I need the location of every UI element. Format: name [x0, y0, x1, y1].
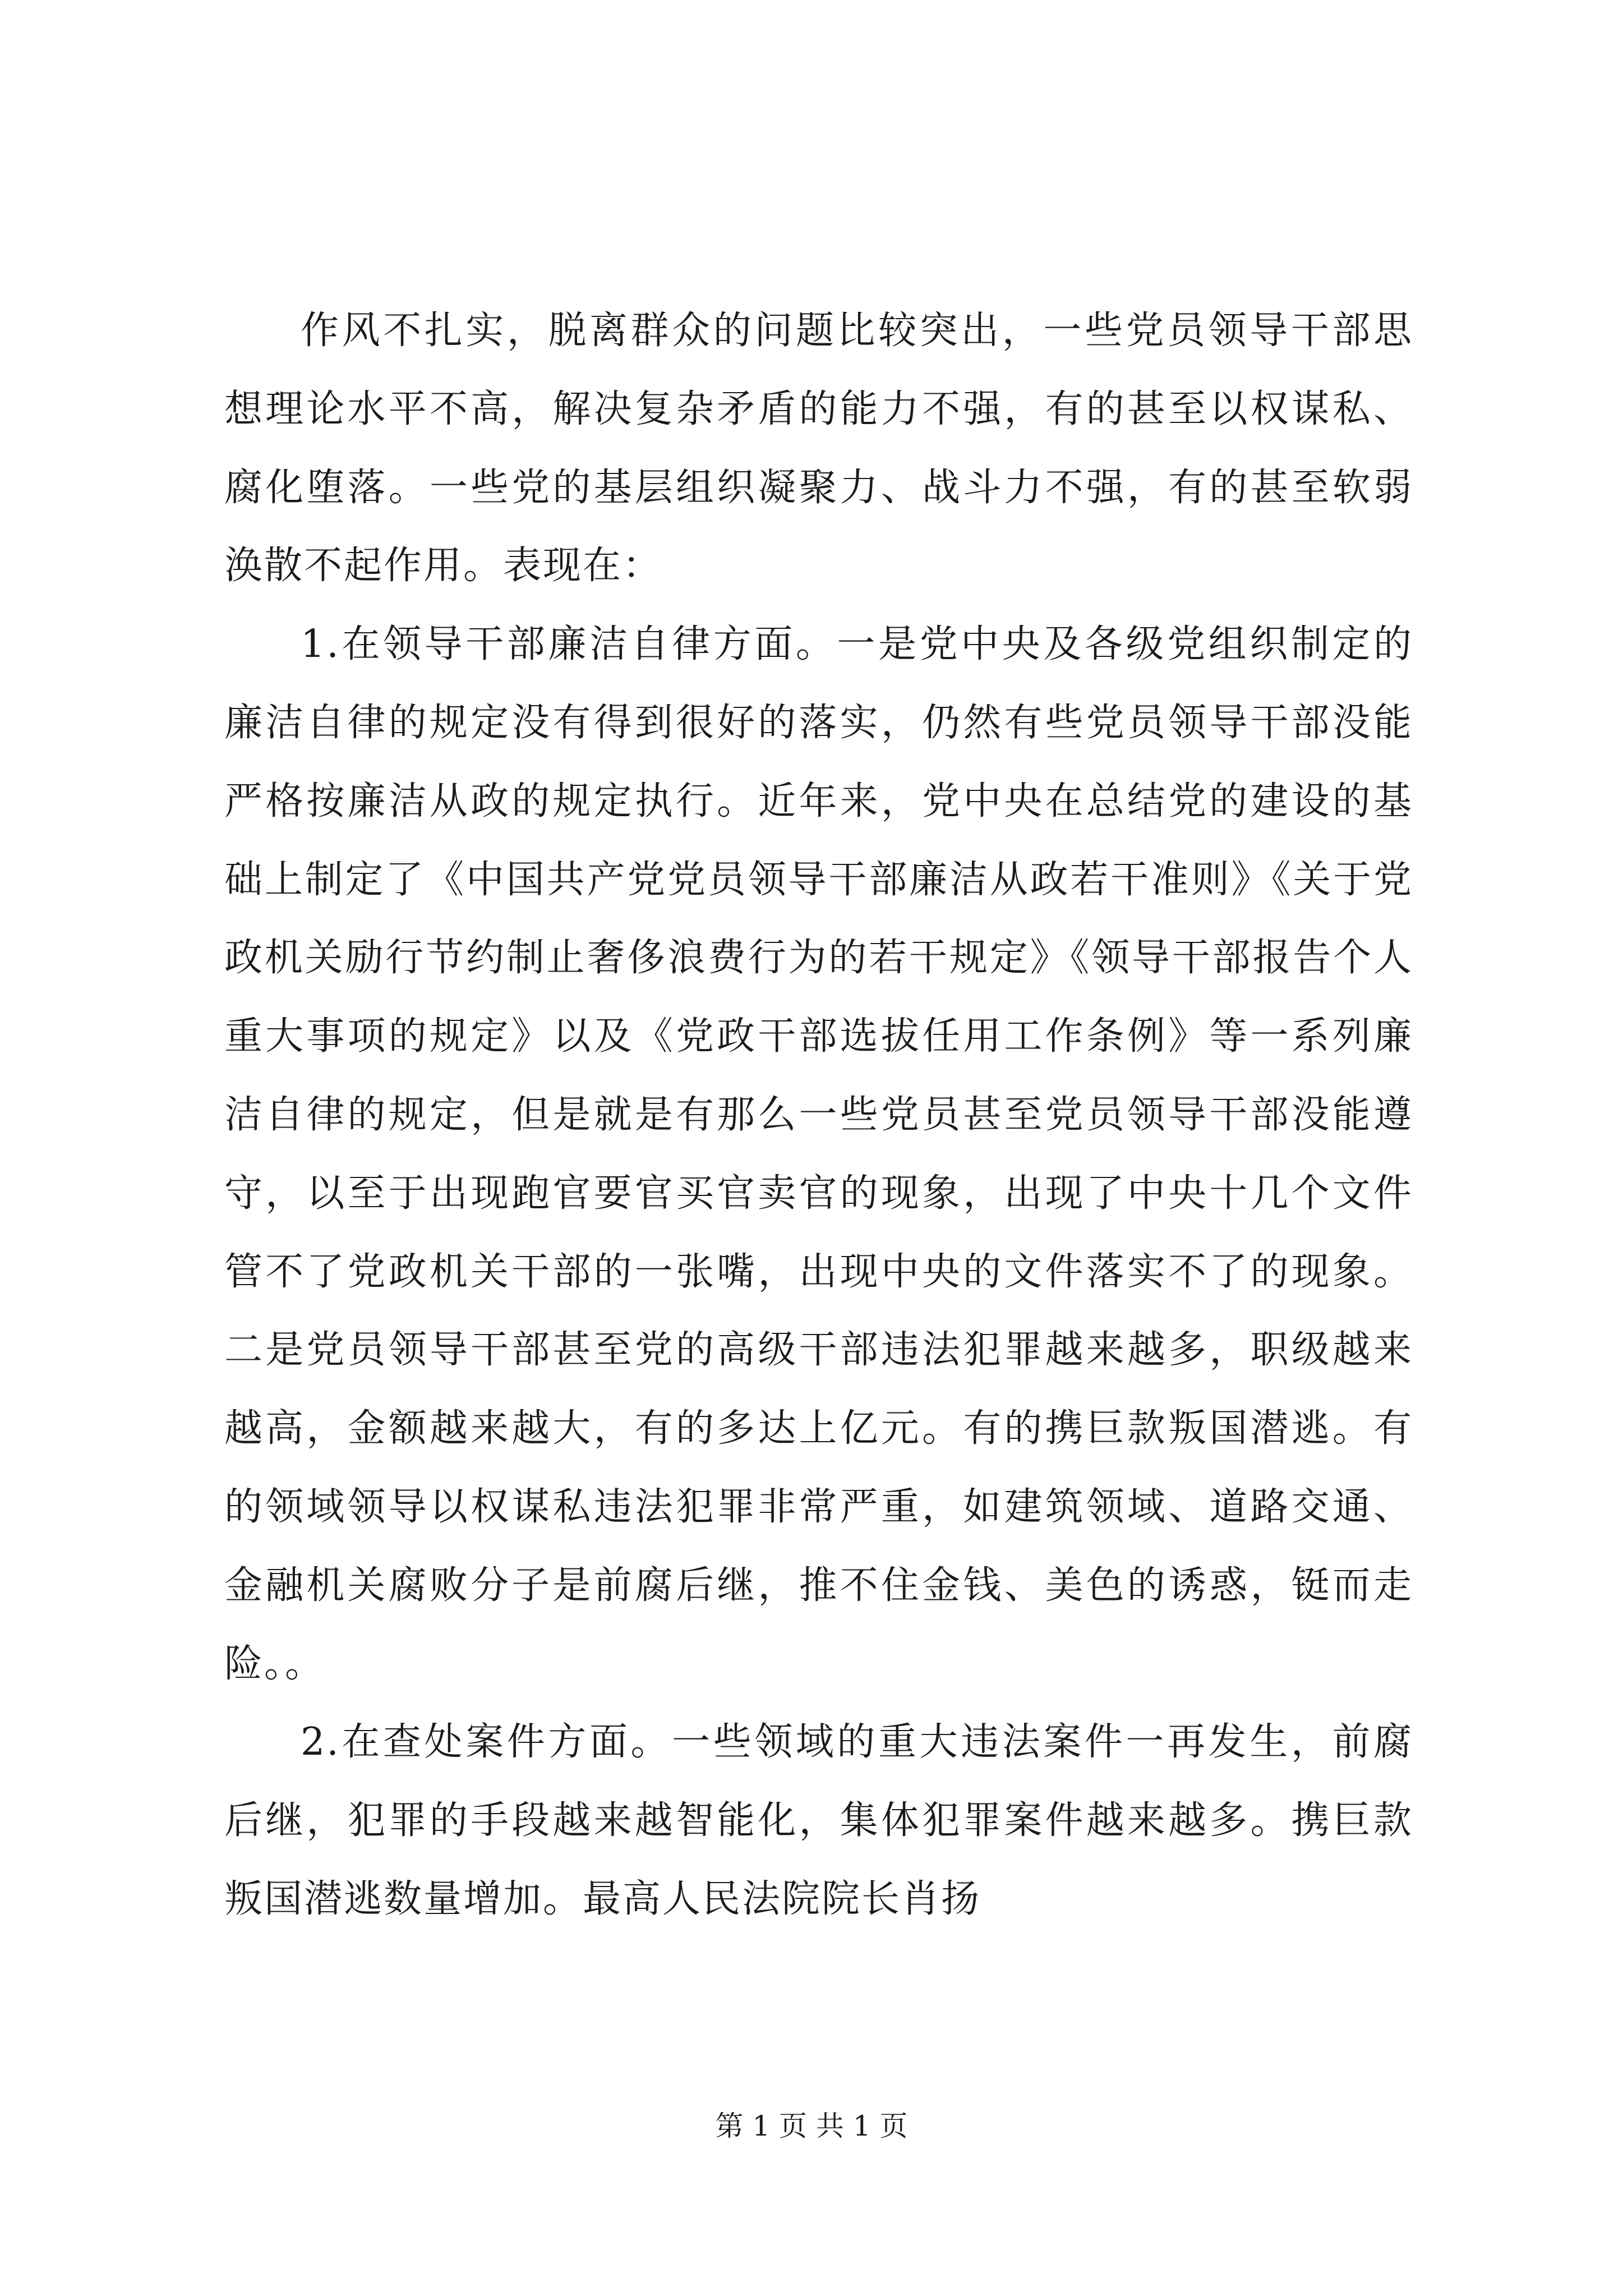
paragraph-section-1: 1.在领导干部廉洁自律方面。一是党中央及各级党组织制定的廉洁自律的规定没有得到很好的落实，仍然有些党员领导干部没能严格按廉洁从政的规定执行。近年来，党中央在总结党的建设的基础上制定了《中国共产党党员领导干部廉洁从政若干准则》《关于党政机关励行节约制止奢侈浪费行为的若干规定》《领导干部报告个人重大事项的规定》以及《党政干部选拔任用工作条例》等一系列廉洁自律的规定，但是就是有那么一些党员甚至党员领导干部没能遵守，以至于出现跑官要官买官卖官的现象，出现了中央十几个文件管不了党政机关干部的一张嘴，出现中央的文件落实不了的现象。二是党员领导干部甚至党的高级干部违法犯罪越来越多，职级越来越高，金额越来越大，有的多达上亿元。有的携巨款叛国潜逃。有的领域领导以权谋私违法犯罪非常严重，如建筑领域、道路交通、金融机关腐败分子是前腐后继，推不住金钱、美色的诱惑，铤而走险。。	[224, 622, 1413, 1686]
page-number-footer: 第 1 页 共 1 页	[715, 2110, 908, 2142]
paragraph-intro: 作风不扎实，脱离群众的问题比较突出，一些党员领导干部思想理论水平不高，解决复杂矛盾的能力不强，有的甚至以权谋私、腐化堕落。一些党的基层组织凝聚力、战斗力不强，有的甚至软弱涣散不起作用。表现在：	[224, 309, 1413, 588]
document-body	[224, 292, 1413, 1939]
paragraph-section-2: 2.在查处案件方面。一些领域的重大违法案件一再发生，前腐后继，犯罪的手段越来越智能化，集体犯罪案件越来越多。携巨款叛国潜逃数量增加。最高人民法院院长肖扬	[224, 1720, 1413, 1921]
